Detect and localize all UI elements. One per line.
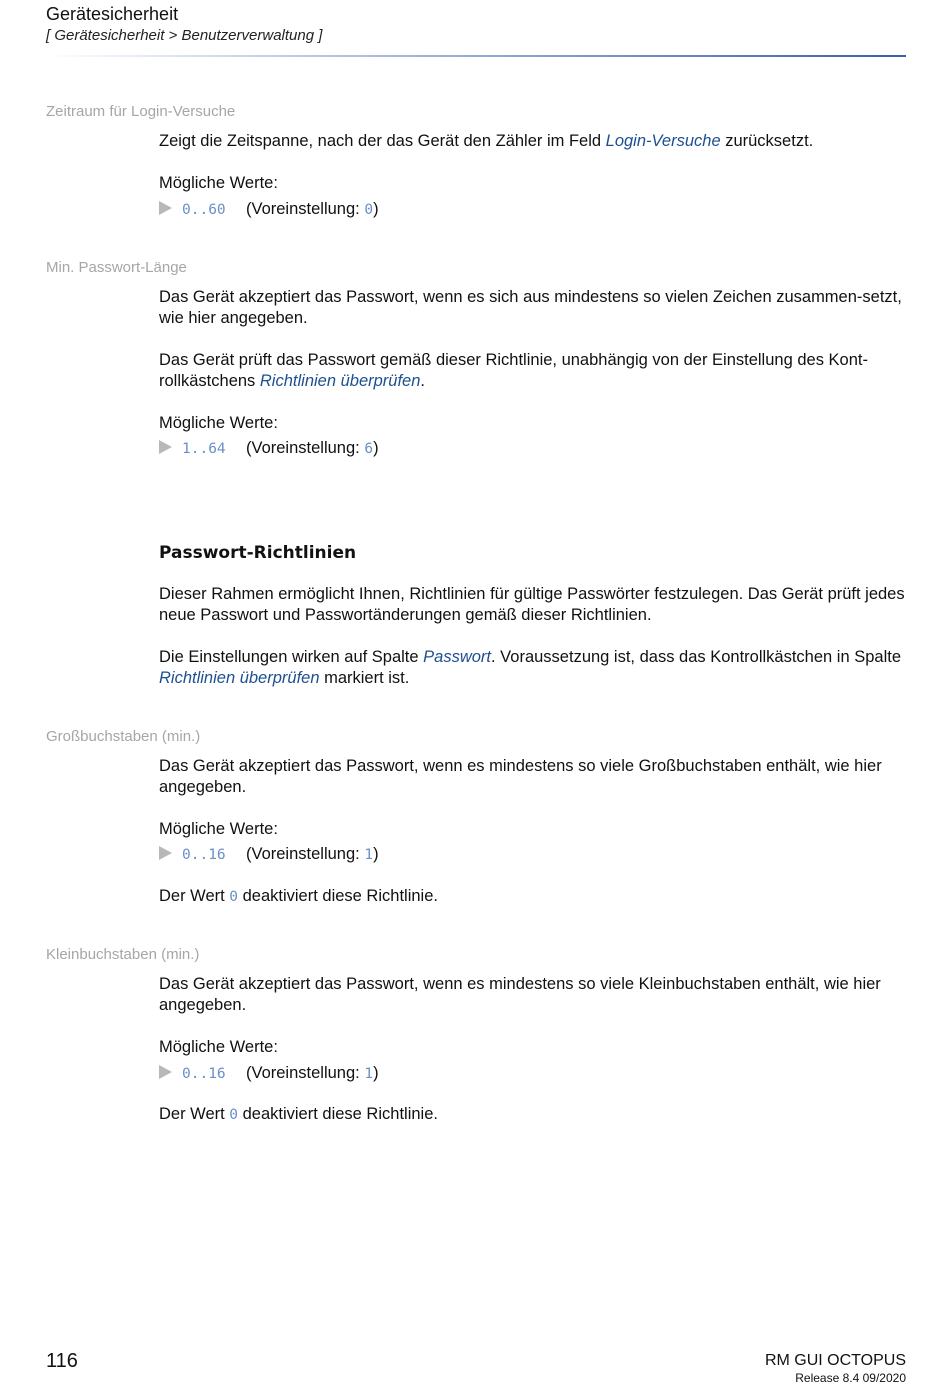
value-range-row xyxy=(159,844,379,866)
default-label: (Voreinstellung: xyxy=(246,439,365,457)
note-text: deaktiviert diese Richtlinie. xyxy=(238,1105,438,1123)
value-range: 0..16 xyxy=(182,847,226,863)
link-richtlinien-ueberpruefen[interactable]: Richtlinien überprüfen xyxy=(259,372,421,390)
description-text: Zeigt die Zeitspanne, nach der das Gerät den Zähler im Feld xyxy=(159,132,606,150)
note-value: 0 xyxy=(229,1107,239,1123)
value-range: 1..64 xyxy=(182,441,226,457)
note-value: 0 xyxy=(229,889,239,905)
bullet-triangle-icon xyxy=(159,201,172,215)
page-header-title: Gerätesicherheit xyxy=(46,4,179,24)
values-heading: Mögliche Werte: xyxy=(159,820,278,838)
param-note-lowercase xyxy=(159,1104,907,1126)
footer-product: RM GUI OCTOPUS xyxy=(764,1352,906,1369)
link-login-versuche[interactable]: Login-Versuche xyxy=(605,132,721,150)
link-passwort[interactable]: Passwort xyxy=(423,648,492,666)
section-title: Passwort-Richtlinien xyxy=(159,543,357,563)
default-label: (Voreinstellung: xyxy=(246,200,365,218)
description-text: Die Einstellungen wirken auf Spalte xyxy=(159,648,424,666)
description-text: . xyxy=(420,372,425,390)
default-suffix: ) xyxy=(373,200,379,218)
bullet-triangle-icon xyxy=(159,1065,172,1079)
default-value: 1 xyxy=(364,847,374,863)
param-description-min-length: Das Gerät akzeptiert das Passwort, wenn es sich aus mindestens so vielen Zeichen zusammen-setzt, wie hier angegeben. xyxy=(159,288,902,327)
values-heading: Mögliche Werte: xyxy=(159,174,278,192)
note-text: Der Wert xyxy=(159,1105,230,1123)
breadcrumb: [ Gerätesicherheit > Benutzerverwaltung ] xyxy=(46,27,323,44)
default-label: (Voreinstellung: xyxy=(246,845,365,863)
param-description-login-period xyxy=(159,131,907,152)
value-range-row xyxy=(159,438,379,460)
note-text: Der Wert xyxy=(159,887,230,905)
param-label-lowercase: Kleinbuchstaben (min.) xyxy=(46,946,200,963)
default-label: (Voreinstellung: xyxy=(246,1064,365,1082)
default-value: 1 xyxy=(364,1066,374,1082)
values-heading: Mögliche Werte: xyxy=(159,414,278,432)
bullet-triangle-icon xyxy=(159,846,172,860)
param-description-min-length-2 xyxy=(159,350,907,392)
page-number: 116 xyxy=(46,1350,78,1372)
param-description-uppercase: Das Gerät akzeptiert das Passwort, wenn es mindestens so viele Großbuchstaben enthält, wie hier angegeben. xyxy=(159,757,882,796)
default-suffix: ) xyxy=(373,845,379,863)
description-text: Das Gerät prüft das Passwort gemäß dieser Richtlinie, unabhängig von der Einstellung des Kont-rollkästchens xyxy=(159,351,868,390)
bullet-triangle-icon xyxy=(159,440,172,454)
value-range: 0..60 xyxy=(182,202,226,218)
value-range: 0..16 xyxy=(182,1066,226,1082)
value-range-row xyxy=(159,199,379,221)
link-richtlinien-ueberpruefen[interactable]: Richtlinien überprüfen xyxy=(159,669,320,687)
description-text: markiert ist. xyxy=(319,669,410,687)
default-suffix: ) xyxy=(373,1064,379,1082)
description-text: . Voraussetzung ist, dass das Kontrollkästchen in Spalte xyxy=(491,648,902,666)
footer-release: Release 8.4 09/2020 xyxy=(795,1371,906,1385)
param-description-lowercase: Das Gerät akzeptiert das Passwort, wenn es mindestens so viele Kleinbuchstaben enthält, wie hier angegeben. xyxy=(159,975,881,1014)
default-value: 6 xyxy=(364,441,374,457)
param-label-uppercase: Großbuchstaben (min.) xyxy=(46,728,201,745)
value-range-row xyxy=(159,1063,379,1085)
section-description: Dieser Rahmen ermöglicht Ihnen, Richtlinien für gültige Passwörter festzulegen. Das Gerät prüft jedes neue Passwort und Passwortänderungen gemäß dieser Richtlinien. xyxy=(159,585,905,624)
description-text: zurücksetzt. xyxy=(720,132,814,150)
param-label-login-period: Zeitraum für Login-Versuche xyxy=(46,103,236,120)
note-text: deaktiviert diese Richtlinie. xyxy=(238,887,438,905)
header-divider xyxy=(46,55,906,57)
param-note-uppercase xyxy=(159,886,907,908)
default-suffix: ) xyxy=(373,439,379,457)
values-heading: Mögliche Werte: xyxy=(159,1038,278,1056)
section-description-2 xyxy=(159,647,907,689)
default-value: 0 xyxy=(364,202,374,218)
param-label-min-length: Min. Passwort-Länge xyxy=(46,259,187,276)
